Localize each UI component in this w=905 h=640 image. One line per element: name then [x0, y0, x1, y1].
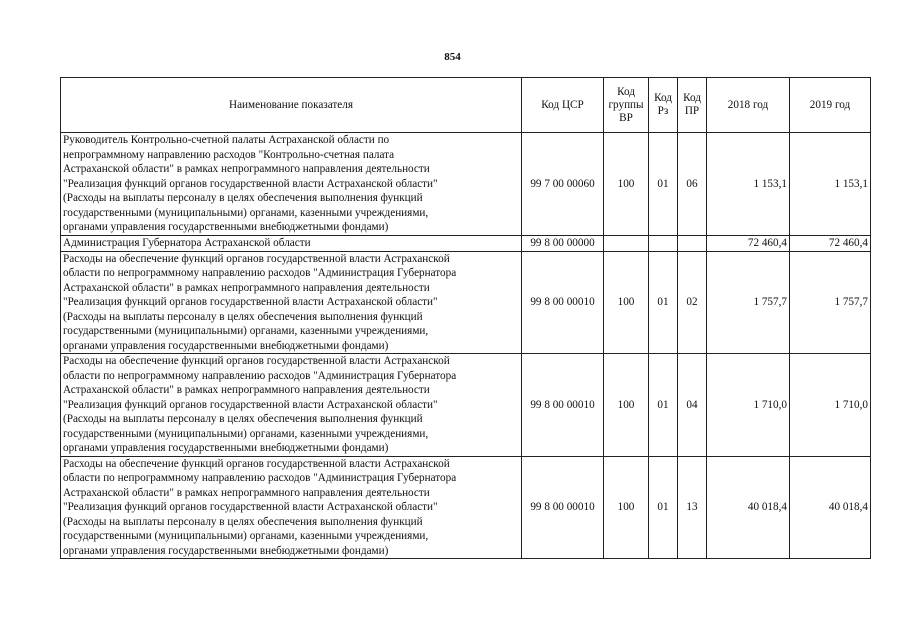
- header-2018: 2018 год: [707, 78, 790, 133]
- row-2018: 1 710,0: [707, 354, 790, 457]
- header-pr: [678, 78, 707, 133]
- row-name-line: государственными (муниципальными) органами, казенными учреждениями,: [63, 206, 429, 219]
- row-name-line: Руководитель Контрольно-счетной палаты Астраханской области по: [63, 134, 390, 146]
- row-name-line: органами управления государственными внебюджетными фондами): [63, 442, 389, 454]
- row-rz: 01: [649, 456, 678, 559]
- row-rz: 01: [649, 133, 678, 236]
- row-vr: 100: [604, 354, 649, 457]
- row-name-line: "Реализация функций органов государственной власти Астраханской области": [63, 177, 438, 190]
- row-csr: 99 8 00 00000: [522, 235, 604, 251]
- row-vr: [604, 235, 649, 251]
- row-csr: 99 8 00 00010: [522, 456, 604, 559]
- row-2018: 72 460,4: [707, 235, 790, 251]
- row-csr: 99 7 00 00060: [522, 133, 604, 236]
- row-name-line: Расходы на обеспечение функций органов государственной власти Астраханской: [63, 355, 450, 367]
- row-name-line: "Реализация функций органов государственной власти Астраханской области": [63, 501, 438, 513]
- row-name-line: (Расходы на выплаты персоналу в целях обеспечения выполнения функций: [63, 515, 423, 528]
- header-pr-line: ПР: [684, 105, 700, 117]
- row-name-line: непрограммному направлению расходов "Контрольно-счетная палата: [63, 148, 395, 161]
- row-2018: 1 153,1: [707, 133, 790, 236]
- row-2019: 1 710,0: [790, 354, 871, 457]
- row-csr: 99 8 00 00010: [522, 354, 604, 457]
- row-name-line: государственными (муниципальными) органами, казенными учреждениями,: [63, 325, 429, 337]
- header-rz-line: Рз: [657, 105, 669, 117]
- row-name-line: органами управления государственными внебюджетными фондами): [63, 221, 389, 233]
- header-2019: 2019 год: [790, 78, 871, 133]
- row-name: [61, 354, 522, 457]
- header-vr-line: ВР: [619, 111, 633, 124]
- row-name-line: Астраханской области" в рамках непрограммного направления деятельности: [63, 281, 430, 294]
- row-vr: 100: [604, 251, 649, 354]
- row-csr: 99 8 00 00010: [522, 251, 604, 354]
- header-rz: [649, 78, 678, 133]
- row-name-line: области по непрограммному направлению расходов "Администрация Губернатора: [63, 369, 457, 382]
- budget-table: [60, 77, 871, 559]
- row-name-line: Расходы на обеспечение функций органов государственной власти Астраханской: [63, 252, 450, 265]
- row-name-line: Астраханской области" в рамках непрограммного направления деятельности: [63, 384, 430, 396]
- row-name-line: области по непрограммному направлению расходов "Администрация Губернатора: [63, 472, 457, 484]
- row-name-line: "Реализация функций органов государственной власти Астраханской области": [63, 398, 438, 411]
- header-csr: Код ЦСР: [522, 78, 604, 133]
- row-name-line: государственными (муниципальными) органами, казенными учреждениями,: [63, 530, 429, 542]
- header-vr-line: группы: [608, 98, 644, 111]
- row-name-line: органами управления государственными внебюджетными фондами): [63, 544, 389, 557]
- row-rz: [649, 235, 678, 251]
- row-2019: 40 018,4: [790, 456, 871, 559]
- page-number: 854: [444, 51, 461, 63]
- row-name-line: органами управления государственными внебюджетными фондами): [63, 339, 389, 352]
- header-name: Наименование показателя: [61, 78, 522, 133]
- row-name-line: "Реализация функций органов государственной власти Астраханской области": [63, 296, 438, 308]
- row-2018: 40 018,4: [707, 456, 790, 559]
- table-row: [61, 354, 871, 457]
- row-name-line: Астраханской области" в рамках непрограммного направления деятельности: [63, 163, 430, 175]
- row-rz: 01: [649, 251, 678, 354]
- row-pr: 06: [678, 133, 707, 236]
- row-rz: 01: [649, 354, 678, 457]
- table-body: [61, 133, 871, 559]
- row-name: [61, 133, 522, 236]
- row-name-line: Астраханской области" в рамках непрограммного направления деятельности: [63, 486, 430, 499]
- table-row: [61, 456, 871, 559]
- row-name-line: (Расходы на выплаты персоналу в целях обеспечения выполнения функций: [63, 192, 423, 204]
- row-name-line: (Расходы на выплаты персоналу в целях обеспечения выполнения функций: [63, 413, 423, 425]
- row-2019: 1 153,1: [790, 133, 871, 236]
- row-vr: 100: [604, 133, 649, 236]
- row-name-line: государственными (муниципальными) органами, казенными учреждениями,: [63, 427, 429, 440]
- table-row: [61, 133, 871, 236]
- row-name: [61, 251, 522, 354]
- row-name: [61, 235, 522, 251]
- row-name: [61, 456, 522, 559]
- header-vr: [604, 78, 649, 133]
- row-pr: 04: [678, 354, 707, 457]
- row-pr: 02: [678, 251, 707, 354]
- row-pr: 13: [678, 456, 707, 559]
- row-2018: 1 757,7: [707, 251, 790, 354]
- row-2019: 72 460,4: [790, 235, 871, 251]
- header-rz-line: Код: [654, 92, 672, 104]
- row-name-line: области по непрограммному направлению расходов "Администрация Губернатора: [63, 267, 457, 279]
- row-vr: 100: [604, 456, 649, 559]
- table-row: [61, 251, 871, 354]
- row-name-line: Расходы на обеспечение функций органов государственной власти Астраханской: [63, 457, 450, 470]
- row-name-line: Администрация Губернатора Астраханской области: [63, 236, 311, 249]
- header-row: [61, 78, 871, 133]
- header-vr-line: Код: [617, 85, 635, 98]
- row-name-line: (Расходы на выплаты персоналу в целях обеспечения выполнения функций: [63, 310, 423, 323]
- row-pr: [678, 235, 707, 251]
- table-row: [61, 235, 871, 251]
- row-2019: 1 757,7: [790, 251, 871, 354]
- header-pr-line: Код: [683, 92, 701, 104]
